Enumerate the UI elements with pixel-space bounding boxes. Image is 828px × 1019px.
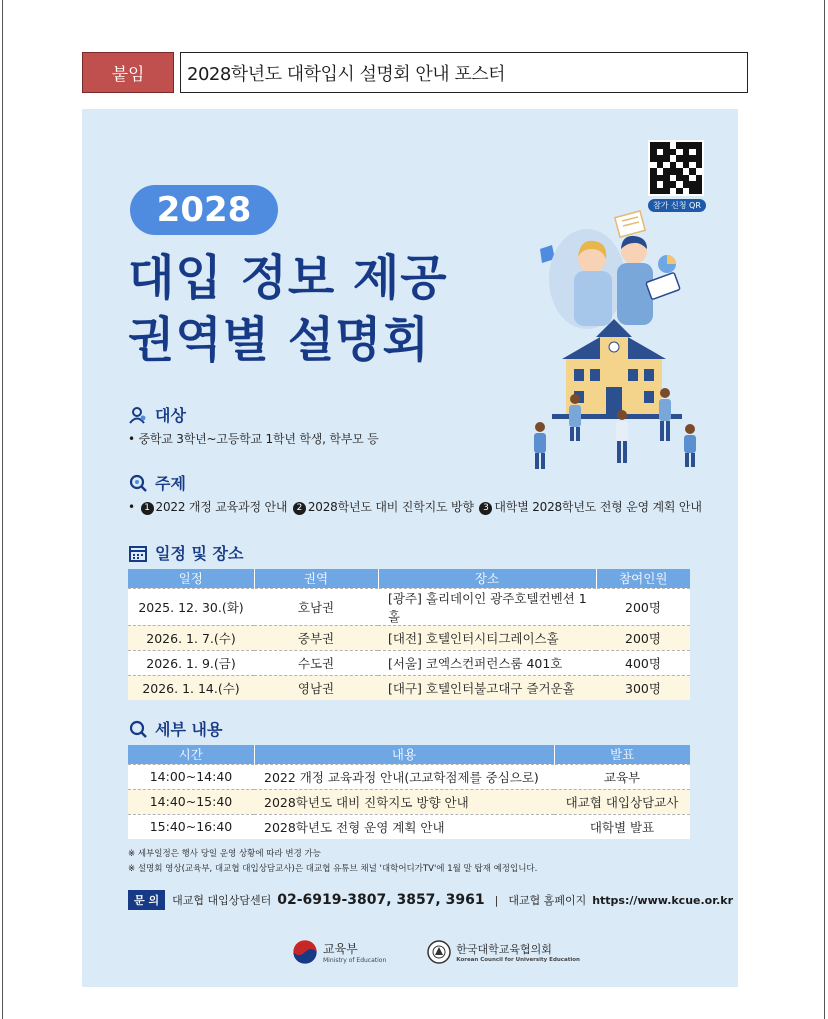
schedule-count: 400명 — [596, 650, 690, 675]
details-time: 14:00~14:40 — [128, 764, 254, 789]
schedule-count: 200명 — [596, 625, 690, 650]
attachment-tag: 붙임 — [82, 52, 174, 93]
schedule-date: 2026. 1. 14.(수) — [128, 675, 254, 700]
details-header-time: 시간 — [128, 745, 254, 764]
topic-list — [128, 498, 702, 515]
contact-label: 문 의 — [128, 890, 165, 910]
schedule-region: 중부권 — [254, 625, 378, 650]
schedule-place: [대전] 호텔인터시티그레이스홀 — [378, 625, 596, 650]
details-time: 15:40~16:40 — [128, 814, 254, 839]
details-header-speaker: 발표 — [554, 745, 690, 764]
table-row — [128, 764, 690, 789]
contact-center: 대교협 대입상담센터 — [172, 894, 272, 907]
schedule-header-region: 권역 — [254, 569, 378, 588]
topic-2: 2028학년도 대비 진학지도 방향 — [307, 500, 474, 514]
table-row — [128, 625, 690, 650]
students-school-illustration — [522, 209, 732, 479]
section-target-title: 대상 — [155, 406, 186, 425]
schedule-header-count: 참여인원 — [596, 569, 690, 588]
schedule-place: [광주] 홀리데이인 광주호텔컨벤션 1홀 — [378, 588, 596, 625]
schedule-date: 2026. 1. 9.(금) — [128, 650, 254, 675]
kcue-name: 한국대학교육협의회 — [456, 943, 552, 956]
contact-phone: 02-6919-3807, 3857, 3961 — [277, 892, 485, 908]
kcue-english: Korean Council for University Education — [456, 957, 580, 963]
schedule-region: 호남권 — [254, 588, 378, 625]
kcue-logo — [426, 939, 580, 965]
schedule-table — [128, 569, 690, 700]
magnifier-icon — [128, 719, 148, 739]
page-border-right — [824, 0, 825, 1019]
schedule-region: 수도권 — [254, 650, 378, 675]
details-content: 2028학년도 대비 진학지도 방향 안내 — [254, 789, 554, 814]
poster-title — [128, 247, 488, 371]
kcue-emblem-icon — [426, 939, 452, 965]
table-row — [128, 650, 690, 675]
contact-info — [128, 890, 733, 910]
schedule-count: 300명 — [596, 675, 690, 700]
moe-english: Ministry of Education — [323, 957, 387, 964]
qr-code[interactable] — [648, 140, 704, 196]
section-topic-title: 주제 — [155, 474, 186, 493]
details-content: 2022 개정 교육과정 안내(고교학점제를 중심으로) — [254, 764, 554, 789]
section-topic-heading — [128, 471, 186, 494]
homepage-label: 대교협 홈페이지 — [508, 894, 587, 907]
person-icon — [128, 405, 148, 425]
qr-label: 참가 신청 QR — [648, 199, 706, 212]
table-row — [128, 675, 690, 700]
poster-title-line2: 권역별 설명회 — [128, 312, 430, 368]
search-icon — [128, 473, 148, 493]
schedule-count: 200명 — [596, 588, 690, 625]
moe-logo — [292, 939, 386, 965]
section-details-heading — [128, 717, 222, 740]
schedule-date: 2026. 1. 7.(수) — [128, 625, 254, 650]
details-speaker: 대교협 대입상담교사 — [554, 789, 690, 814]
target-text: • 중학교 3학년~고등학교 1학년 학생, 학부모 등 — [128, 432, 379, 446]
year-badge: 2028 — [130, 185, 278, 235]
note-1: ※ 세부일정은 행사 당일 운영 상황에 따라 변경 가능 — [128, 849, 321, 859]
table-row — [128, 789, 690, 814]
details-speaker: 교육부 — [554, 764, 690, 789]
details-header-content: 내용 — [254, 745, 554, 764]
schedule-region: 영남권 — [254, 675, 378, 700]
details-speaker: 대학별 발표 — [554, 814, 690, 839]
details-content: 2028학년도 전형 운영 계획 안내 — [254, 814, 554, 839]
topic-number-3: 3 — [479, 502, 492, 515]
moe-emblem-icon — [292, 939, 318, 965]
page-border-left — [2, 0, 3, 1019]
contact-separator: | — [494, 893, 499, 907]
table-row — [128, 814, 690, 839]
details-time: 14:40~15:40 — [128, 789, 254, 814]
topic-3: 대학별 2028학년도 전형 운영 계획 안내 — [494, 500, 702, 514]
section-details-title: 세부 내용 — [155, 720, 223, 739]
schedule-place: [서울] 코엑스컨퍼런스룸 401호 — [378, 650, 596, 675]
schedule-place: [대구] 호텔인터불고대구 즐거운홀 — [378, 675, 596, 700]
schedule-header-place: 장소 — [378, 569, 596, 588]
schedule-header-date: 일정 — [128, 569, 254, 588]
moe-name: 교육부 — [323, 942, 358, 956]
topic-1: 2022 개정 교육과정 안내 — [155, 500, 288, 514]
poster — [82, 109, 738, 987]
logos — [292, 939, 580, 965]
topic-bullet: • — [128, 500, 135, 514]
calendar-icon — [128, 543, 148, 563]
table-row — [128, 588, 690, 625]
schedule-date: 2025. 12. 30.(화) — [128, 588, 254, 625]
homepage-link[interactable]: https://www.kcue.or.kr — [592, 893, 734, 907]
poster-title-line1: 대입 정보 제공 — [128, 250, 448, 306]
attachment-title: 2028학년도 대학입시 설명회 안내 포스터 — [180, 52, 748, 93]
section-schedule-heading — [128, 541, 243, 564]
section-target-heading — [128, 403, 186, 426]
topic-number-2: 2 — [293, 502, 306, 515]
details-table — [128, 745, 690, 839]
attachment-header — [82, 52, 748, 93]
section-schedule-title: 일정 및 장소 — [155, 544, 244, 563]
note-2: ※ 설명회 영상(교육부, 대교협 대입상담교사)은 대교협 유튜브 채널 '대학어디가TV'에 1월 말 탑재 예정입니다. — [128, 864, 538, 874]
topic-number-1: 1 — [141, 502, 154, 515]
